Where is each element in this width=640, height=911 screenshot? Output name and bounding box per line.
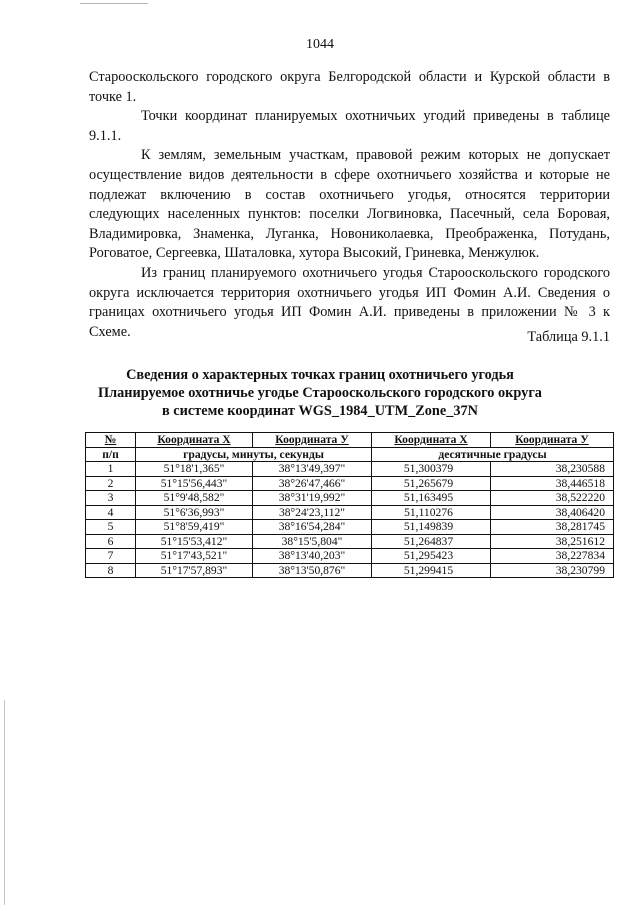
scan-edge-line	[4, 700, 5, 905]
paragraph: К землям, земельным участкам, правовой режим которых не допускает осуществление видов деятельности в сфере охотничьего хозяйства и которые не подлежат включению в состав охотничьего угодья, относятся территории следующих населенных пунктов: поселки Логвиновка, Пасечный, села Боровая, Владимировка, Знаменка, Луганка, Новониколаевка, Преображенка, Потудань, Роговатое, Сергеевка, Шаталовка, хутора Высокий, Гриневка, Менжулюк.	[89, 147, 610, 262]
cell-coord-y-dms: 38°26'47,466"	[253, 476, 372, 491]
header-coord-x-decimal: Координата X	[372, 433, 491, 448]
cell-coord-x-decimal: 51,265679	[372, 476, 491, 491]
table-title-line: в системе координат WGS_1984_UTM_Zone_37N	[162, 403, 478, 419]
paragraph: Точки координат планируемых охотничьих угодий приведены в таблице 9.1.1.	[89, 108, 610, 144]
paragraph: Старооскольского городского округа Белгородской области и Курской области в точке 1.	[89, 69, 610, 105]
subheader-dms: градусы, минуты, секунды	[136, 447, 372, 462]
page-number: 1044	[306, 37, 334, 52]
cell-coord-x-decimal: 51,295423	[372, 549, 491, 564]
cell-coord-x-dms: 51°9'48,582"	[136, 491, 253, 506]
cell-point-number: 6	[86, 534, 136, 549]
cell-coord-y-dms: 38°31'19,992"	[253, 491, 372, 506]
table-row	[86, 491, 614, 506]
cell-coord-y-decimal: 38,251612	[491, 534, 614, 549]
table-row	[86, 505, 614, 520]
table-row	[86, 534, 614, 549]
body-text	[89, 68, 610, 342]
cell-coord-x-dms: 51°18'1,365"	[136, 462, 253, 477]
cell-point-number: 4	[86, 505, 136, 520]
table-row	[86, 520, 614, 535]
cell-coord-x-decimal: 51,300379	[372, 462, 491, 477]
subheader-row	[86, 447, 614, 462]
table-body	[86, 462, 614, 578]
table-row	[86, 476, 614, 491]
header-coord-y-decimal: Координата У	[491, 433, 614, 448]
table-row	[86, 549, 614, 564]
header-row	[86, 433, 614, 448]
cell-coord-y-decimal: 38,406420	[491, 505, 614, 520]
table-header	[86, 433, 614, 462]
cell-coord-y-decimal: 38,281745	[491, 520, 614, 535]
cell-coord-x-decimal: 51,149839	[372, 520, 491, 535]
cell-coord-y-dms: 38°15'5,804"	[253, 534, 372, 549]
paragraph: Из границ планируемого охотничьего угодья Старооскольского городского округа исключается территория охотничьего угодья ИП Фомин А.И. Сведения о границах охотничьего угодья ИП Фомин А.И. приведены в приложении № 3 к Схеме.	[89, 264, 610, 340]
cell-point-number: 3	[86, 491, 136, 506]
cell-coord-x-decimal: 51,264837	[372, 534, 491, 549]
table-row	[86, 462, 614, 477]
cell-point-number: 1	[86, 462, 136, 477]
cell-coord-x-dms: 51°8'59,419"	[136, 520, 253, 535]
header-num: №	[86, 433, 136, 448]
cell-coord-y-decimal: 38,522220	[491, 491, 614, 506]
cell-point-number: 2	[86, 476, 136, 491]
cell-coord-y-dms: 38°13'49,397"	[253, 462, 372, 477]
cell-coord-y-dms: 38°24'23,112"	[253, 505, 372, 520]
cell-coord-x-dms: 51°6'36,993"	[136, 505, 253, 520]
cell-coord-x-decimal: 51,110276	[372, 505, 491, 520]
subheader-num: п/п	[86, 447, 136, 462]
cell-coord-y-decimal: 38,446518	[491, 476, 614, 491]
cell-point-number: 8	[86, 563, 136, 578]
table-title	[0, 366, 640, 420]
cell-coord-x-dms: 51°17'57,893"	[136, 563, 253, 578]
subheader-decimal: десятичные градусы	[372, 447, 614, 462]
cell-coord-y-dms: 38°16'54,284"	[253, 520, 372, 535]
table-row	[86, 563, 614, 578]
header-coord-x-dms: Координата X	[136, 433, 253, 448]
cell-coord-x-dms: 51°17'43,521"	[136, 549, 253, 564]
table-title-line: Сведения о характерных точках границ охотничьего угодья	[126, 367, 514, 383]
cell-coord-y-dms: 38°13'50,876"	[253, 563, 372, 578]
coordinates-table	[85, 432, 614, 578]
cell-coord-y-decimal: 38,230588	[491, 462, 614, 477]
cell-coord-y-decimal: 38,230799	[491, 563, 614, 578]
cell-point-number: 7	[86, 549, 136, 564]
cell-coord-y-dms: 38°13'40,203"	[253, 549, 372, 564]
cell-coord-x-dms: 51°15'56,443"	[136, 476, 253, 491]
table-caption: Таблица 9.1.1	[527, 329, 610, 345]
table-title-line: Планируемое охотничье угодье Старооскольского городского округа	[98, 385, 542, 401]
cell-coord-x-decimal: 51,163495	[372, 491, 491, 506]
cell-point-number: 5	[86, 520, 136, 535]
scan-artifact-line	[80, 3, 148, 4]
cell-coord-y-decimal: 38,227834	[491, 549, 614, 564]
header-coord-y-dms: Координата У	[253, 433, 372, 448]
cell-coord-x-dms: 51°15'53,412"	[136, 534, 253, 549]
cell-coord-x-decimal: 51,299415	[372, 563, 491, 578]
